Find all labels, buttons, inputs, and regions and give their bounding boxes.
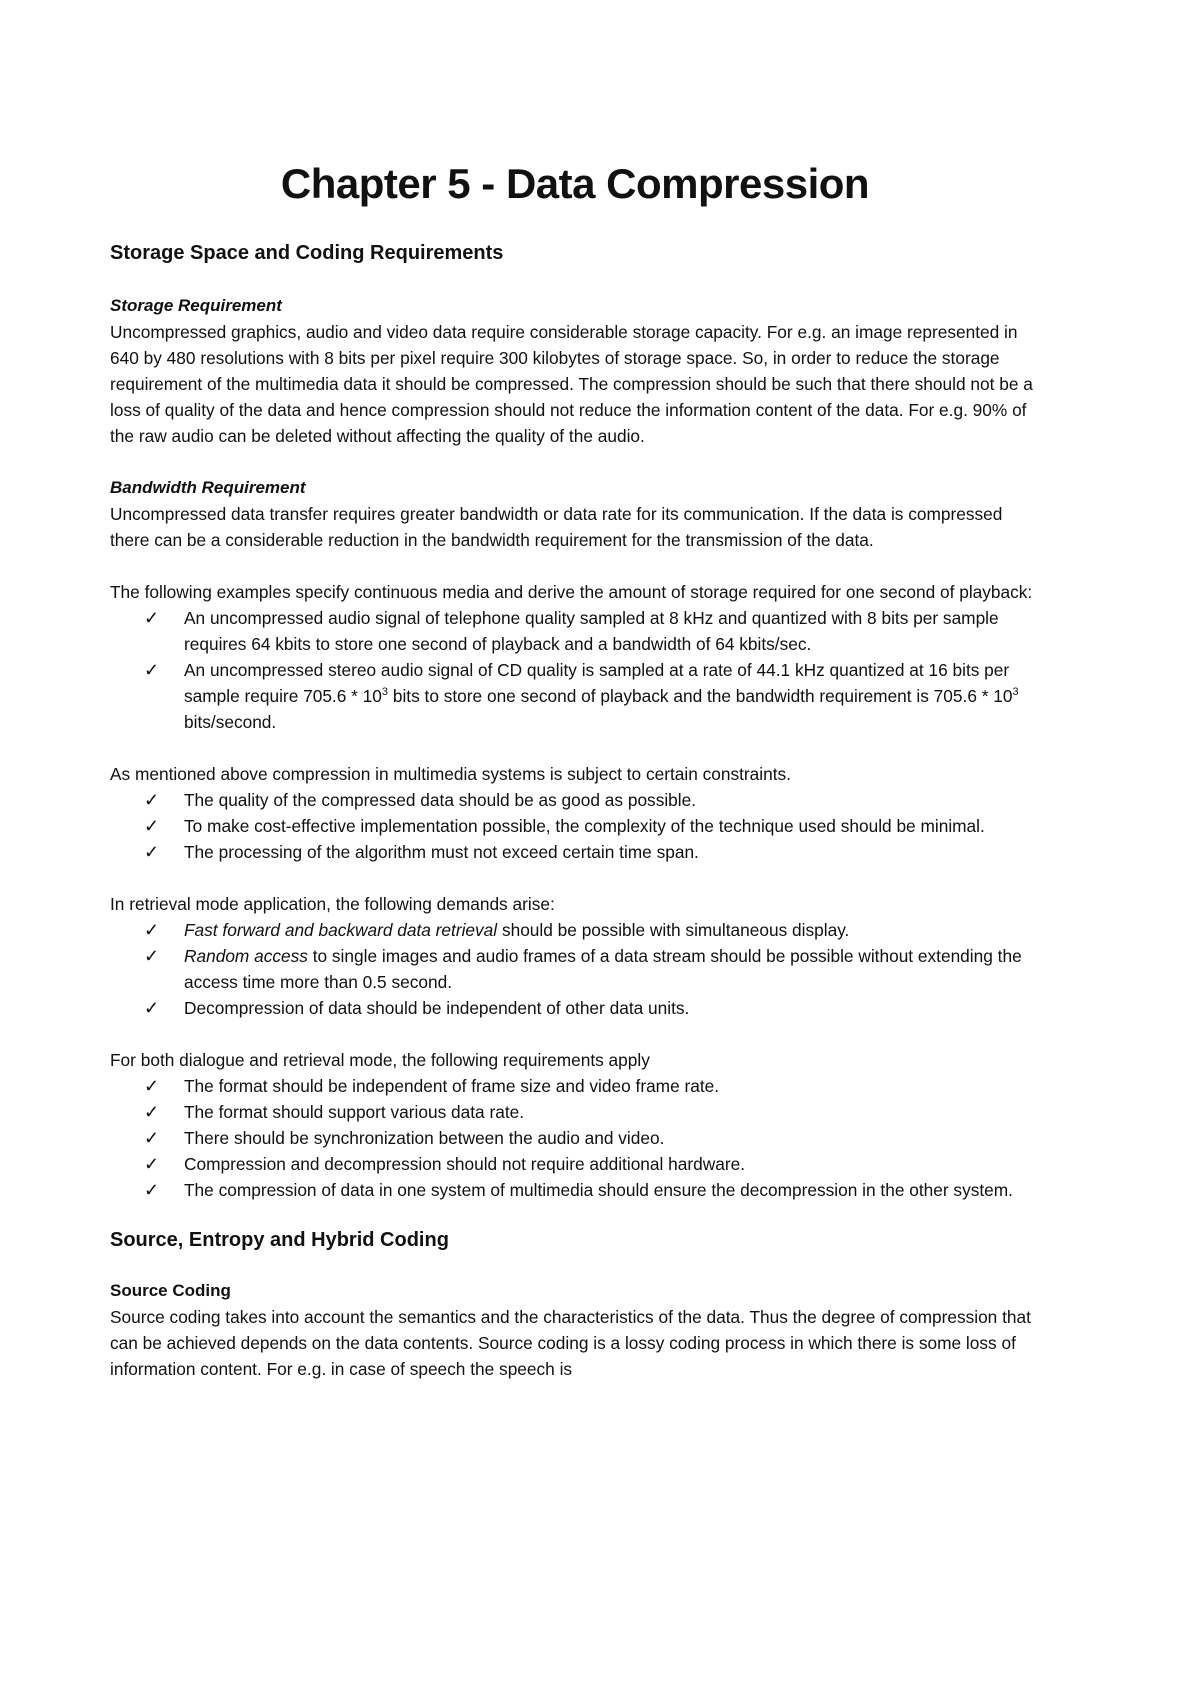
section-heading-source-entropy-hybrid: Source, Entropy and Hybrid Coding — [110, 1229, 449, 1251]
checkmark-icon: ✓ — [144, 608, 160, 628]
checkmark-icon: ✓ — [144, 1180, 160, 1200]
checkmark-icon: ✓ — [144, 660, 160, 680]
list-item-text: To make cost-effective implementation possible, the complexity of the technique used should be minimal. — [184, 816, 985, 836]
dialogue-intro: For both dialogue and retrieval mode, the following requirements apply — [110, 1050, 650, 1070]
subheading-source-coding: Source Coding — [110, 1281, 231, 1300]
list-item-text-part: should be possible with simultaneous display. — [497, 920, 850, 940]
list-item — [110, 839, 1040, 865]
checkmark-icon: ✓ — [144, 1154, 160, 1174]
list-item-text: Decompression of data should be independent of other data units. — [184, 998, 690, 1018]
checkmark-icon: ✓ — [144, 1128, 160, 1148]
checkmark-icon: ✓ — [144, 1076, 160, 1096]
list-item — [110, 917, 1040, 943]
list-item — [110, 1125, 1040, 1151]
list-item — [110, 787, 1040, 813]
retrieval-intro: In retrieval mode application, the following demands arise: — [110, 894, 555, 914]
list-item-emphasis: Random access — [184, 946, 308, 966]
checkmark-icon: ✓ — [144, 946, 160, 966]
list-item-text-part: bits/second. — [184, 712, 277, 732]
checkmark-icon: ✓ — [144, 842, 160, 862]
list-item-text-part: to single images and audio frames of a data stream should be possible without extending the access time more than 0.5 second. — [184, 946, 1022, 992]
constraints-intro: As mentioned above compression in multimedia systems is subject to certain constraints. — [110, 764, 791, 784]
checkmark-icon: ✓ — [144, 920, 160, 940]
list-item-text: The processing of the algorithm must not exceed certain time span. — [184, 842, 699, 862]
list-item-text: There should be synchronization between the audio and video. — [184, 1128, 665, 1148]
superscript: 3 — [381, 686, 389, 699]
list-item — [110, 1177, 1040, 1203]
retrieval-list — [110, 917, 1040, 1021]
checkmark-icon: ✓ — [144, 1102, 160, 1122]
source-coding-text: Source coding takes into account the semantics and the characteristics of the data. Thus the degree of compression that can be achieved depends on the data contents. Source coding is a lossy coding process in which there is some loss of information content. For e.g. in case of speech the speech is — [110, 1307, 1031, 1379]
checkmark-icon: ✓ — [144, 816, 160, 836]
subheading-bandwidth-requirement: Bandwidth Requirement — [110, 478, 306, 497]
subheading-storage-requirement: Storage Requirement — [110, 296, 282, 315]
list-item-emphasis: Fast forward and backward data retrieval — [184, 920, 498, 940]
chapter-title: Chapter 5 - Data Compression — [280, 160, 870, 207]
examples-intro: The following examples specify continuous media and derive the amount of storage required for one second of playback: — [110, 582, 1033, 602]
list-item — [110, 605, 1040, 657]
examples-list — [110, 605, 1040, 735]
list-item-text: The format should support various data rate. — [184, 1102, 525, 1122]
list-item-text: The quality of the compressed data should be as good as possible. — [184, 790, 697, 810]
superscript: 3 — [1012, 686, 1019, 699]
list-item — [110, 995, 1040, 1021]
bandwidth-requirement-text: Uncompressed data transfer requires greater bandwidth or data rate for its communication. If the data is compressed there can be a considerable reduction in the bandwidth requirement for the transmission of the data. — [110, 504, 1003, 550]
list-item-text: Compression and decompression should not require additional hardware. — [184, 1154, 746, 1174]
list-item-text: The compression of data in one system of multimedia should ensure the decompression in the other system. — [184, 1180, 1013, 1200]
list-item — [110, 1151, 1040, 1177]
section-heading-storage-coding: Storage Space and Coding Requirements — [110, 242, 504, 264]
list-item — [110, 1099, 1040, 1125]
list-item — [110, 657, 1040, 735]
list-item-text-part: bits to store one second of playback and the bandwidth requirement is 705.6 * 10 — [388, 686, 1013, 706]
list-item — [110, 1073, 1040, 1099]
document-content — [110, 160, 1040, 1408]
constraints-list — [110, 787, 1040, 865]
list-item — [110, 813, 1040, 839]
checkmark-icon: ✓ — [144, 790, 160, 810]
storage-requirement-text: Uncompressed graphics, audio and video data require considerable storage capacity. For e.g. an image represented in 640 by 480 resolutions with 8 bits per pixel require 300 kilobytes of storage space. So, in order to reduce the storage requirement of the multimedia data it should be compressed. The compression should be such that there should not be a loss of quality of the data and hence compression should not reduce the information content of the data. For e.g. 90% of the raw audio can be deleted without affecting the quality of the audio. — [110, 322, 1033, 446]
checkmark-icon: ✓ — [144, 998, 160, 1018]
list-item-text-part: An uncompressed stereo audio signal of CD quality is sampled at a rate of 44.1 kHz quantized at 16 bits per sample require 705.6 * 10 — [184, 660, 1010, 706]
list-item-text: An uncompressed audio signal of telephone quality sampled at 8 kHz and quantized with 8 bits per sample requires 64 kbits to store one second of playback and a bandwidth of 64 kbits/sec. — [184, 608, 999, 654]
list-item-text: The format should be independent of frame size and video frame rate. — [184, 1076, 720, 1096]
list-item — [110, 943, 1040, 995]
dialogue-list — [110, 1073, 1040, 1203]
